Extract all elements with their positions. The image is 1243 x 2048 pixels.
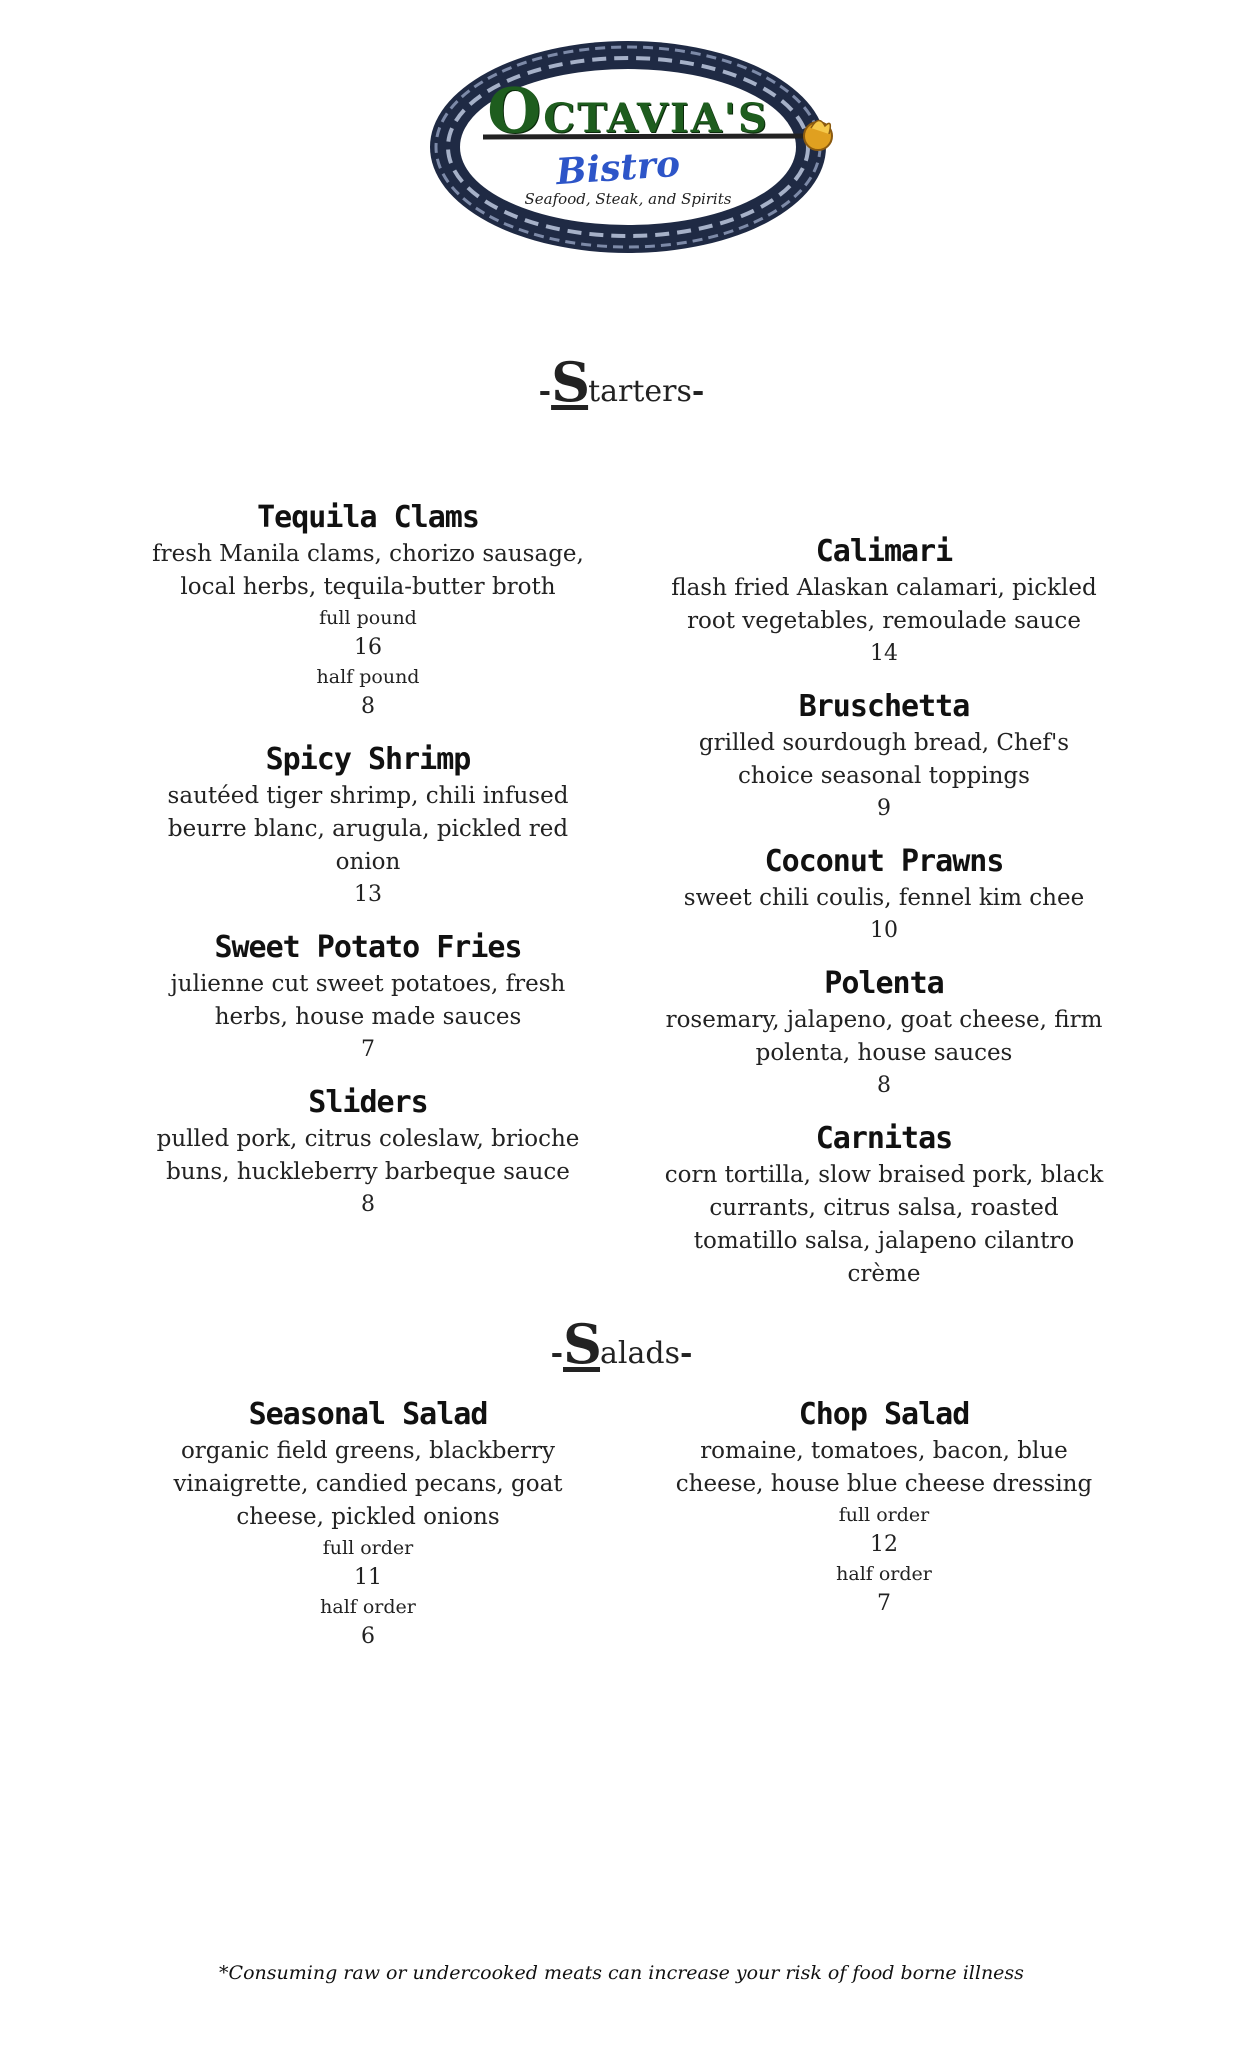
price-label-full: full order — [322, 1537, 414, 1559]
logo-subtitle: Bistro — [554, 142, 682, 194]
item-description: corn tortilla, slow braised pork, black currants, citrus salsa, roasted tomatillo salsa, jalapeno cilantro crème — [664, 1162, 1104, 1287]
item-description: julienne cut sweet potatoes, fresh herbs, house made sauces — [170, 971, 566, 1030]
logo-tagline: Seafood, Steak, and Spirits — [524, 190, 732, 208]
menu-item-bruschetta — [654, 687, 1114, 824]
item-description: flash fried Alaskan calamari, pickled root vegetables, remoulade sauce — [671, 575, 1097, 634]
item-description: pulled pork, citrus coleslaw, brioche buns, huckleberry barbeque sauce — [156, 1126, 580, 1185]
item-price: 13 — [354, 882, 382, 907]
price-label-full: full order — [838, 1504, 930, 1526]
price-label-half: half pound — [316, 666, 420, 688]
menu-item-calimari — [654, 532, 1114, 669]
item-name: Sweet Potato Fries — [214, 930, 522, 965]
logo-initial: O — [487, 74, 544, 147]
item-name: Seasonal Salad — [248, 1397, 488, 1432]
item-description: organic field greens, blackberry vinaigrette, candied pecans, goat cheese, pickled onions — [173, 1438, 563, 1530]
starters-heading: -Starters- — [538, 350, 705, 414]
item-name: Tequila Clams — [257, 500, 479, 535]
salads-heading: -Salads- — [550, 1312, 693, 1376]
menu-item-chop-salad — [654, 1395, 1114, 1619]
item-description: rosemary, jalapeno, goat cheese, firm polenta, house sauces — [665, 1007, 1103, 1066]
restaurant-logo — [423, 32, 843, 262]
starters-left-column — [138, 498, 598, 1238]
item-description: sweet chili coulis, fennel kim chee — [683, 885, 1085, 911]
salads-left-column — [138, 1395, 598, 1670]
item-name: Spicy Shrimp — [265, 742, 471, 777]
price-label-full: full pound — [319, 607, 417, 629]
price-full: 16 — [354, 635, 382, 660]
food-safety-disclaimer: *Consuming raw or undercooked meats can increase your risk of food borne illness — [219, 1962, 1024, 1984]
item-name: Calimari — [815, 534, 953, 569]
item-name: Coconut Prawns — [764, 844, 1004, 879]
item-price: 8 — [877, 1073, 891, 1098]
logo-name — [483, 74, 773, 147]
price-half: 7 — [877, 1591, 891, 1616]
item-description: grilled sourdough bread, Chef's choice seasonal toppings — [698, 730, 1070, 789]
item-name: Bruschetta — [798, 689, 970, 724]
price-half: 8 — [361, 694, 375, 719]
logo-name-rest: CTAVIA'S — [543, 95, 769, 142]
menu-item-tequila-clams — [138, 498, 598, 722]
menu-item-spicy-shrimp — [138, 740, 598, 910]
item-price: 10 — [870, 918, 898, 943]
item-name: Polenta — [824, 966, 944, 1001]
menu-item-seasonal-salad — [138, 1395, 598, 1652]
item-description: romaine, tomatoes, bacon, blue cheese, house blue cheese dressing — [675, 1438, 1093, 1497]
price-label-half: half order — [320, 1596, 416, 1618]
item-description: fresh Manila clams, chorizo sausage, local herbs, tequila-butter broth — [152, 541, 584, 600]
menu-item-polenta — [654, 964, 1114, 1101]
item-price: 7 — [361, 1037, 375, 1062]
menu-item-coconut-prawns — [654, 842, 1114, 946]
item-name: Chop Salad — [798, 1397, 970, 1432]
menu-item-carnitas — [654, 1119, 1114, 1291]
price-half: 6 — [361, 1624, 375, 1649]
item-price: 9 — [877, 796, 891, 821]
menu-item-sweet-potato-fries — [138, 928, 598, 1065]
item-price: 14 — [870, 641, 898, 666]
item-price: 8 — [361, 1192, 375, 1217]
item-description: sautéed tiger shrimp, chili infused beurre blanc, arugula, pickled red onion — [167, 783, 569, 875]
price-full: 11 — [354, 1565, 382, 1590]
menu-item-sliders — [138, 1083, 598, 1220]
price-label-half: half order — [836, 1563, 932, 1585]
price-full: 12 — [870, 1532, 898, 1557]
item-name: Sliders — [308, 1085, 428, 1120]
item-name: Carnitas — [815, 1121, 953, 1156]
starters-right-column — [654, 532, 1114, 1309]
salads-right-column — [654, 1395, 1114, 1637]
